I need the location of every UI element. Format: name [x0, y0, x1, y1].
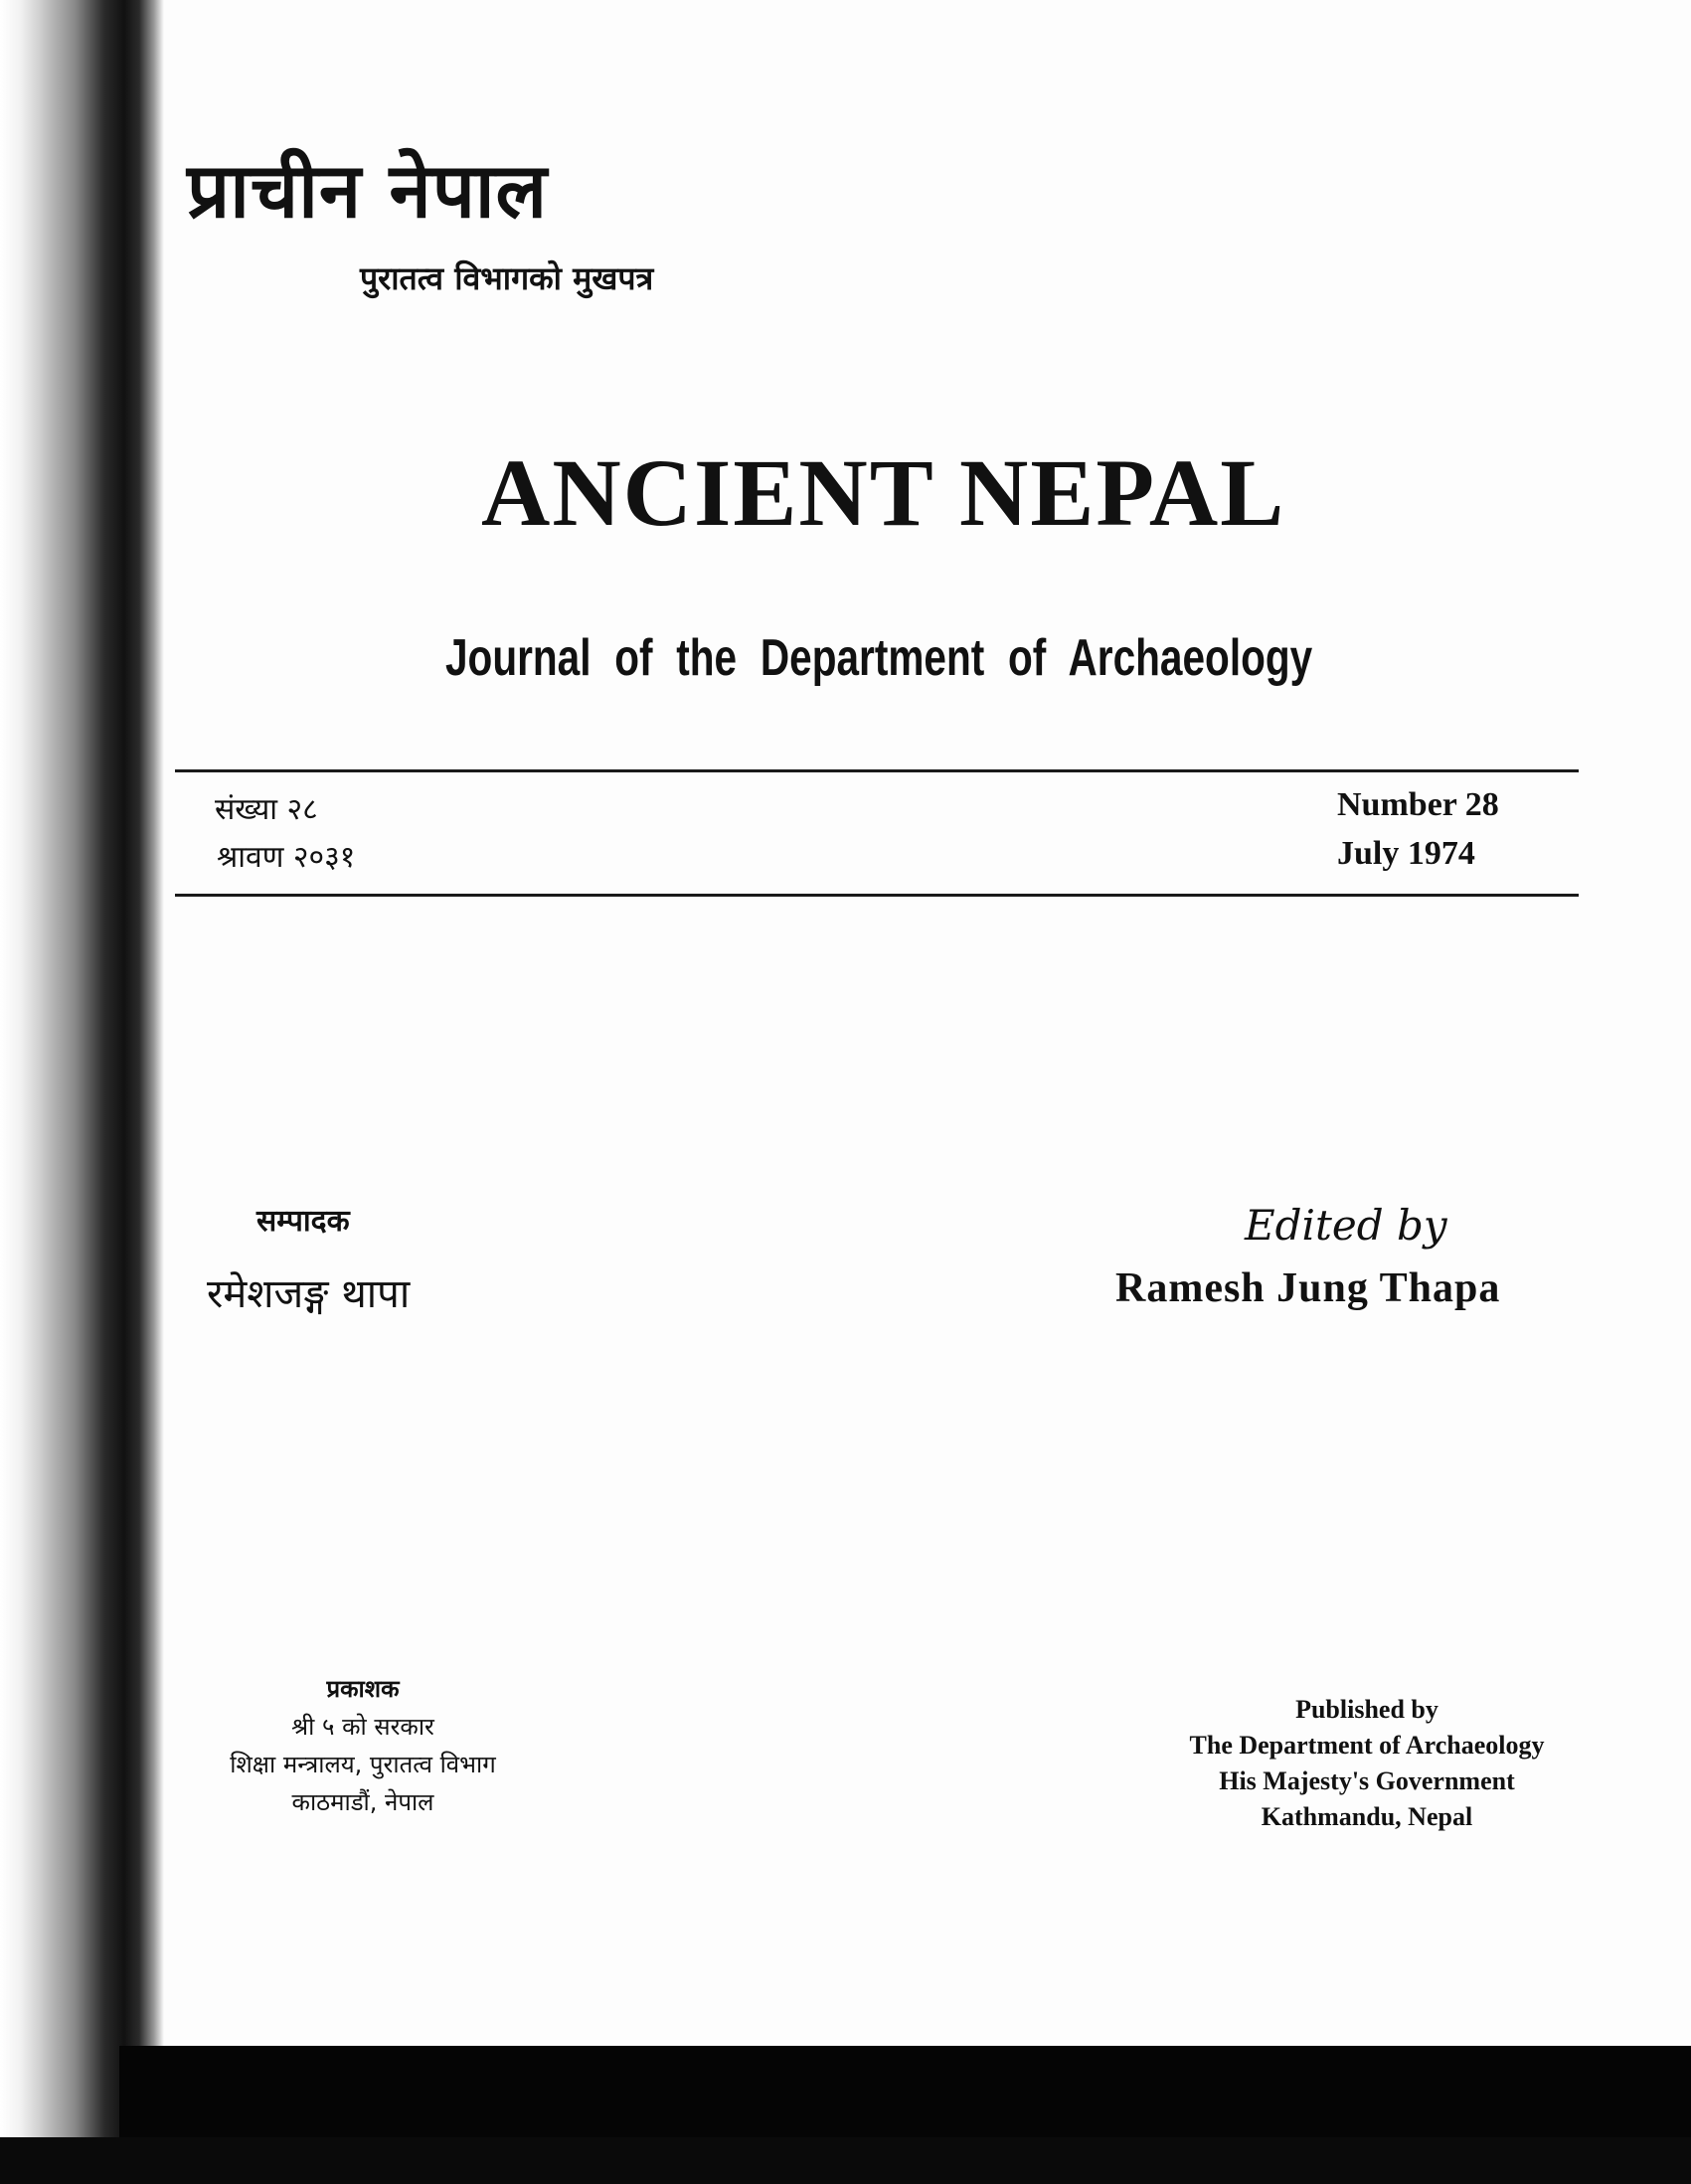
- publisher-line-devanagari: शिक्षा मन्त्रालय, पुरातत्व विभाग: [230, 1751, 496, 1778]
- publisher-block-english: [1143, 1692, 1591, 1835]
- editor-name-english: Ramesh Jung Thapa: [1115, 1265, 1501, 1311]
- devanagari-title: प्राचीन नेपाल: [187, 146, 549, 235]
- devanagari-subtitle: पुरातत्व विभागको मुखपत्र: [360, 259, 654, 297]
- publisher-line-devanagari: काठमाडौं, नेपाल: [291, 1788, 434, 1816]
- publisher-line-devanagari: श्री ५ को सरकार: [291, 1713, 434, 1741]
- publisher-line-english: The Department of Archaeology: [1189, 1731, 1545, 1760]
- scan-binding-edge: [0, 0, 164, 2184]
- publisher-block-devanagari: [149, 1670, 577, 1821]
- issue-date-devanagari: श्रावण २०३१: [217, 840, 356, 875]
- editor-label-devanagari: सम्पादक: [256, 1204, 350, 1239]
- journal-subtitle: Journal of the Department of Archaeology: [445, 629, 1313, 687]
- issue-number-devanagari: संख्या २८: [215, 792, 318, 827]
- issue-rule-bottom: [175, 894, 1579, 897]
- publisher-label-devanagari: प्रकाशक: [326, 1675, 400, 1703]
- issue-rule-top: [175, 769, 1579, 772]
- publisher-label-english: Published by: [1295, 1695, 1438, 1724]
- scan-bottom-edge: [0, 2137, 1691, 2184]
- publisher-line-english: His Majesty's Government: [1219, 1766, 1515, 1795]
- issue-date-english: July 1974: [1337, 835, 1475, 872]
- editor-name-devanagari: रमेशजङ्ग थापा: [207, 1271, 411, 1317]
- journal-title: ANCIENT NEPAL: [481, 439, 1286, 546]
- editor-label-english: Edited by: [1245, 1201, 1447, 1250]
- publisher-line-english: Kathmandu, Nepal: [1261, 1802, 1473, 1831]
- issue-number-english: Number 28: [1337, 786, 1499, 823]
